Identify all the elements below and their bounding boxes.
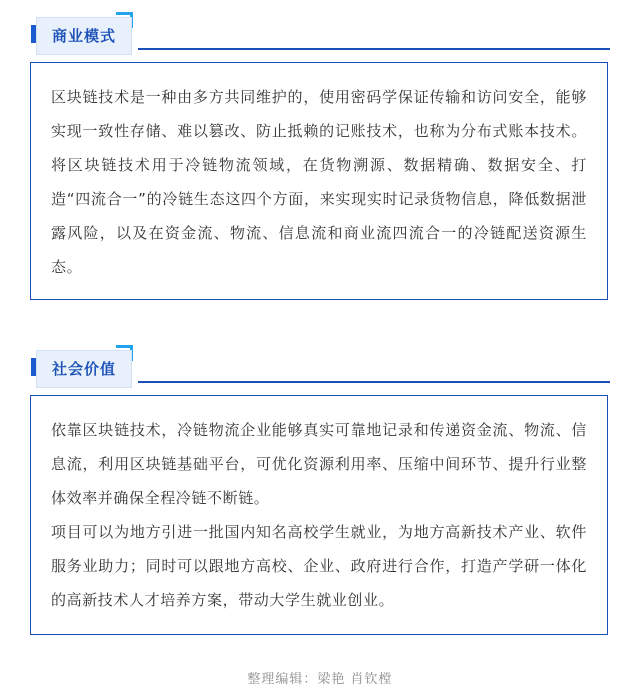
section-divider <box>138 381 610 383</box>
section-title: 社会价值 <box>51 360 116 378</box>
section-paragraph: 区块链技术是一种由多方共同维护的，使用密码学保证传输和访问安全，能够实现一致性存储、难以篡改、防止抵赖的记账技术，也称为分布式账本技术。将区块链技术用于冷链物流领域，在货物溯源、数据精确、数据安全、打造“四流合一”的冷链生态这四个方面，来实现实时记录货物信息，降低数据泄露风险，以及在资金流、物流、信息流和商业流四流合一的冷链配送资源生态。 <box>51 88 587 276</box>
section-paragraph: 依靠区块链技术，冷链物流企业能够真实可靠地记录和传递资金流、物流、信息流，利用区块链基础平台，可优化资源利用率、压缩中间环节、提升行业整体效率并确保全程冷链不断链。 <box>51 421 587 507</box>
section-content-box <box>30 395 608 635</box>
section-header <box>28 345 610 391</box>
section-title: 商业模式 <box>51 27 116 45</box>
editor-credit: 整理编辑：梁艳 肖钦樘 <box>247 672 393 687</box>
section-content-box <box>30 62 608 300</box>
section-divider <box>138 48 610 50</box>
section-header <box>28 12 610 58</box>
section-paragraph: 项目可以为地方引进一批国内知名高校学生就业，为地方高新技术产业、软件服务业助力；同时可以跟地方高校、企业、政府进行合作，打造产学研一体化的高新技术人才培养方案，带动大学生就业创业。 <box>51 523 587 609</box>
